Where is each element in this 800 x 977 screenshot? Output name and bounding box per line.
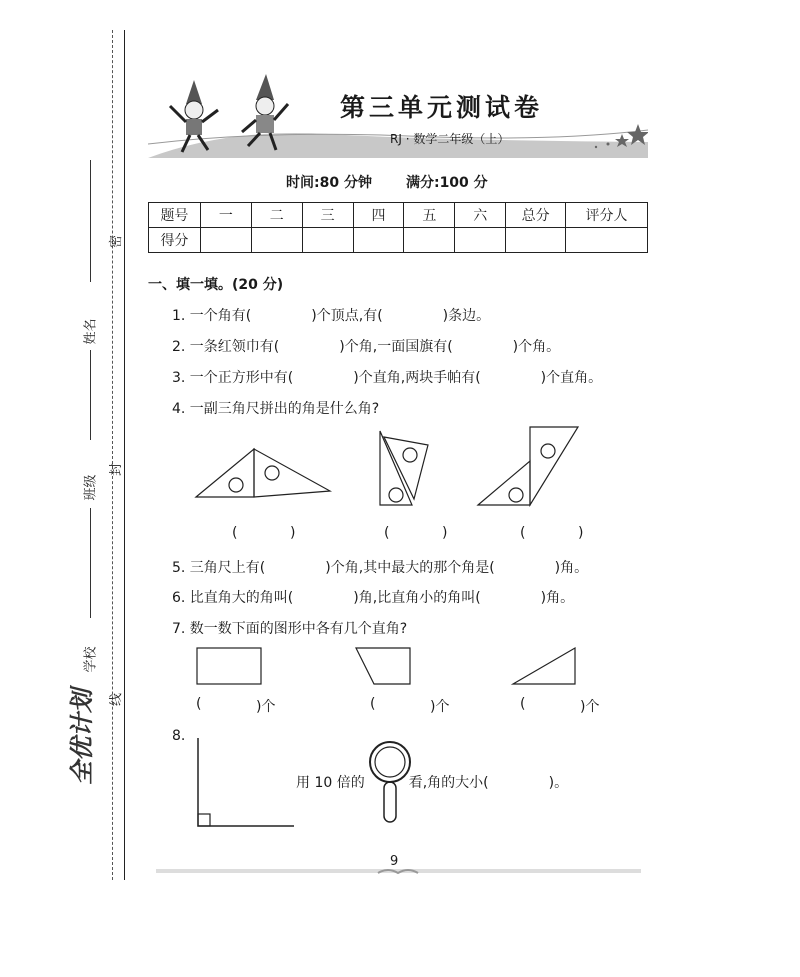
full-score: 满分:100 分 xyxy=(405,175,488,191)
right-angle-figure xyxy=(192,736,302,830)
q4-blank-close[interactable]: ) xyxy=(578,525,584,541)
footer-ornament xyxy=(156,855,641,877)
score-table xyxy=(148,202,648,253)
seal-char-2: 封 xyxy=(109,462,125,477)
page-number: 9 xyxy=(390,854,399,869)
table-cell: 题号 xyxy=(149,203,201,228)
table-cell: 一 xyxy=(200,203,251,228)
score-input-cell[interactable] xyxy=(566,228,648,253)
set-square-pair-1-icon xyxy=(196,449,330,497)
score-input-cell[interactable] xyxy=(404,228,455,253)
q7-blank-open: ( xyxy=(196,696,202,712)
question-1: 1. 一个角有( )个顶点,有( )条边。 xyxy=(172,308,491,324)
q4-blank-open: ( xyxy=(384,525,390,541)
q4-blank-close[interactable]: ) xyxy=(442,525,448,541)
question-2: 2. 一条红领巾有( )个角,一面国旗有( )个角。 xyxy=(172,339,561,355)
table-cell: 评分人 xyxy=(566,203,648,228)
set-square-figures xyxy=(190,425,590,515)
brand-logo-text: 全优计划 xyxy=(68,689,96,785)
name-line xyxy=(90,160,91,282)
magnifier-icon xyxy=(366,738,414,828)
score-input-cell[interactable] xyxy=(455,228,506,253)
question-7: 7. 数一数下面的图形中各有几个直角? xyxy=(172,621,408,637)
shape-figures xyxy=(190,645,590,690)
rectangle-shape-icon xyxy=(197,648,261,684)
set-square-pair-2-icon xyxy=(380,431,428,505)
table-cell: 六 xyxy=(455,203,506,228)
table-cell: 总分 xyxy=(506,203,566,228)
score-input-cell[interactable] xyxy=(353,228,404,253)
question-8-number: 8. xyxy=(172,728,186,744)
class-label: 班级 xyxy=(83,474,99,501)
name-line-lower xyxy=(90,350,91,440)
score-input-cell[interactable] xyxy=(506,228,566,253)
score-table-score-row xyxy=(149,228,648,253)
set-square-pair-3-icon xyxy=(478,427,578,505)
margin-dashed-line xyxy=(112,30,113,880)
score-input-cell[interactable] xyxy=(200,228,251,253)
section-title: 一、填一填。(20 分) xyxy=(148,277,284,293)
question-5: 5. 三角尺上有( )个角,其中最大的那个角是( )角。 xyxy=(172,560,589,576)
seal-char-3: 线 xyxy=(109,692,125,707)
trapezoid-shape-icon xyxy=(356,648,410,684)
q4-blank-open: ( xyxy=(520,525,526,541)
q7-blank-close[interactable]: )个 xyxy=(580,699,600,715)
q7-blank-open: ( xyxy=(370,696,376,712)
name-label: 姓名 xyxy=(83,318,99,345)
q4-blank-close[interactable]: ) xyxy=(290,525,296,541)
q7-blank-close[interactable]: )个 xyxy=(430,699,450,715)
score-table-header-row xyxy=(149,203,648,228)
exam-title: 第三单元测试卷 xyxy=(340,93,544,122)
question-4: 4. 一副三角尺拼出的角是什么角? xyxy=(172,401,380,417)
margin-solid-line xyxy=(124,30,125,880)
q7-blank-open: ( xyxy=(520,696,526,712)
q4-blank-open: ( xyxy=(232,525,238,541)
question-6: 6. 比直角大的角叫( )角,比直角小的角叫( )角。 xyxy=(172,590,575,606)
table-cell: 三 xyxy=(302,203,353,228)
exam-subtitle: RJ · 数学二年级（上） xyxy=(390,132,510,146)
brand-logo xyxy=(60,689,110,785)
q7-blank-close[interactable]: )个 xyxy=(256,699,276,715)
table-cell: 二 xyxy=(251,203,302,228)
school-label: 学校 xyxy=(83,646,99,673)
right-triangle-shape-icon xyxy=(513,648,575,684)
score-input-cell[interactable] xyxy=(302,228,353,253)
table-cell: 五 xyxy=(404,203,455,228)
table-cell: 得分 xyxy=(149,228,201,253)
time-info xyxy=(286,172,522,192)
class-line xyxy=(90,508,91,618)
seal-char-1: 密 xyxy=(109,234,125,249)
question-3: 3. 一个正方形中有( )个直角,两块手帕有( )个直角。 xyxy=(172,370,603,386)
time-limit: 时间:80 分钟 xyxy=(286,175,372,191)
question-8: 用 10 倍的 看,角的大小( )。 xyxy=(296,775,569,791)
table-cell: 四 xyxy=(353,203,404,228)
score-input-cell[interactable] xyxy=(251,228,302,253)
